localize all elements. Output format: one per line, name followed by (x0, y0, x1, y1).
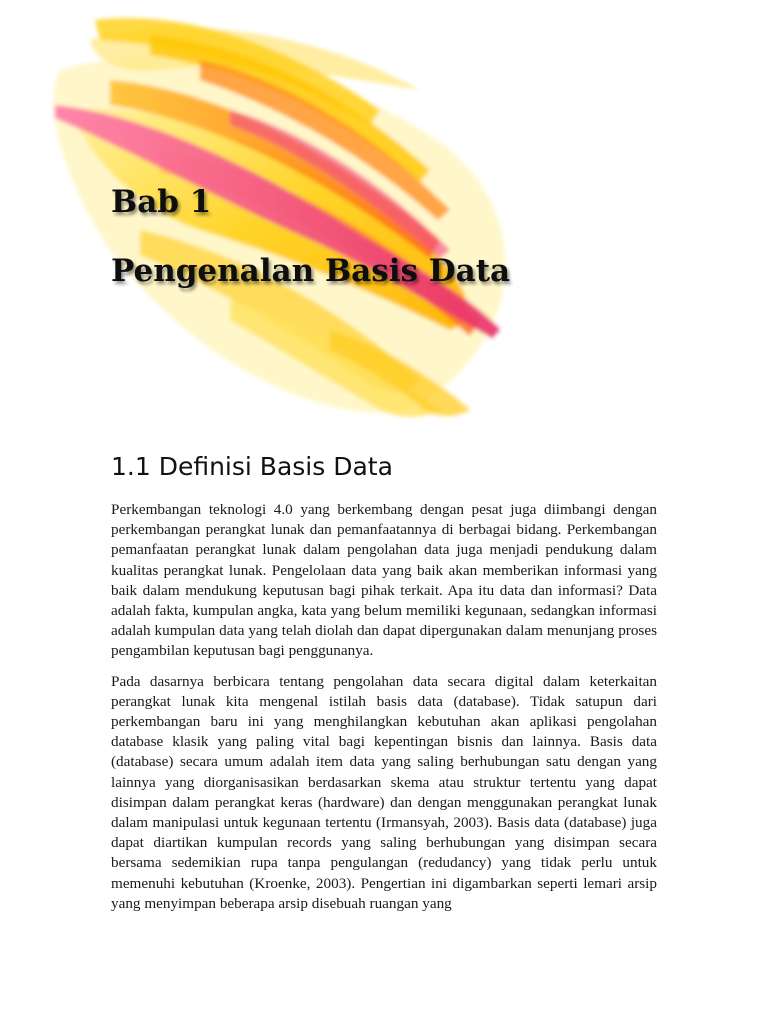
chapter-number: Bab 1 (111, 184, 212, 220)
chapter-title: Pengenalan Basis Data (111, 253, 511, 289)
paragraph-1: Perkembangan teknologi 4.0 yang berkembang dengan pesat juga diimbangi dengan perkembangan perangkat lunak dan pemanfaatannya di berbagai bidang. Perkembangan pemanfaatan perangkat lunak dalam pengolahan data juga menjadi pendukung dalam kualitas perangkat lunak. Pengelolaan data yang baik akan memberikan informasi yang baik dalam mendukung keputusan bagi pihak terkait. Apa itu data dan informasi? Data adalah fakta, kumpulan angka, kata yang belum memiliki kegunaan, sedangkan informasi adalah kumpulan data yang telah diolah dan dapat dipergunakan dalam menunjang proses pengambilan keputusan bagi penggunanya. (111, 501, 657, 660)
section-heading: 1.1 Definisi Basis Data (111, 452, 393, 481)
paint-brush-decoration (0, 0, 768, 440)
section-body (111, 500, 657, 924)
paragraph-2: Pada dasarnya berbicara tentang pengolahan data secara digital dalam keterkaitan perangkat lunak kita mengenal istilah basis data (database). Tidak satupun dari perkembangan baru ini yang menghilangkan kebutuhan akan aplikasi pengolahan database klasik yang paling vital bagi kepentingan bisnis dan lainnya. Basis data (database) secara umum adalah item data yang saling berhubungan satu dengan yang lainnya yang diorganisasikan berdasarkan skema atau struktur tertentu yang dapat disimpan dalam perangkat keras (hardware) dan dengan menggunakan perangkat lunak dalam manipulasi untuk kegunaan tertentu (Irmansyah, 2003). Basis data (database) juga dapat diartikan kumpulan records yang saling berhubungan yang disimpan secara bersama sedemikian rupa tanpa pengulangan (redudancy) yang tidak perlu untuk memenuhi kebutuhan (Kroenke, 2003). Pengertian ini digambarkan seperti lemari arsip yang menyimpan beberapa arsip disebuah ruangan yang (111, 672, 657, 912)
